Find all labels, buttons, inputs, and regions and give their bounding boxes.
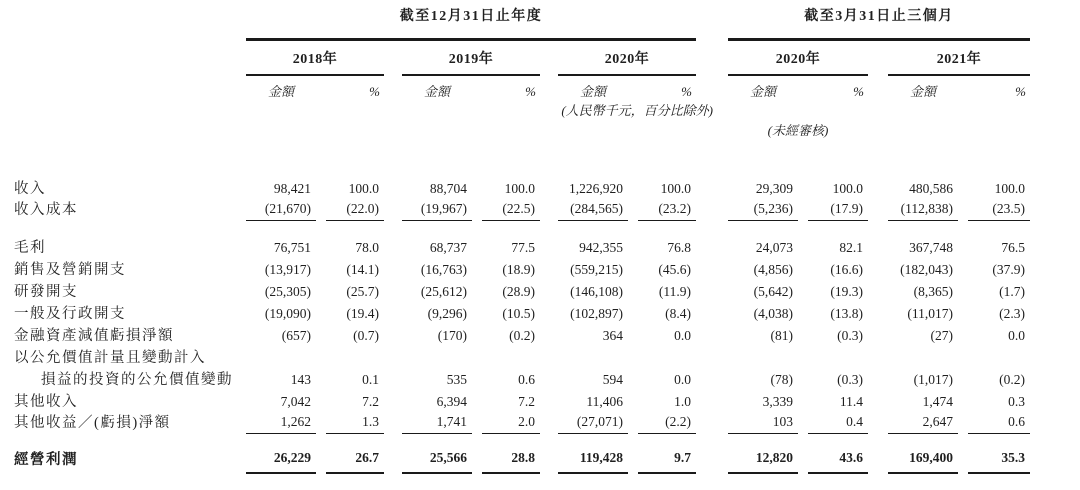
table-row [0,322,1080,344]
row-label: 損益的投資的公允價值變動 [41,372,233,388]
amount-cell: 12,820 [728,450,798,474]
percent-cell: (2.3) [999,306,1025,321]
table-row [0,388,1080,410]
amount-cell: (19,967) [402,201,472,221]
percent-cell: (18.9) [502,262,535,277]
percent-cell: (22.0) [326,201,384,221]
amount-cell: (112,838) [888,201,958,221]
percent-cell: 77.5 [511,240,535,255]
percent-cell: 0.6 [968,414,1030,434]
percent-cell: (17.9) [808,201,868,221]
group-header-annual: 截至12月31日止年度 [399,9,543,24]
percent-cell: 100.0 [348,181,379,196]
percent-cell: 0.1 [362,372,379,387]
amount-column-header: 金額 [579,84,606,99]
percent-cell: (0.2) [999,372,1025,387]
amount-cell: (146,108) [570,284,623,299]
row-label: 經營利潤 [14,452,78,468]
amount-cell: (11,017) [907,306,953,321]
percent-cell: 100.0 [994,181,1025,196]
unaudited-note-row [0,121,1080,141]
amount-cell: (4,856) [753,262,793,277]
percent-cell: 43.6 [808,450,868,474]
percent-cell: (23.5) [968,201,1030,221]
year-header: 2020年 [558,51,696,76]
row-label: 毛利 [14,240,46,256]
amount-cell: (182,043) [900,262,953,277]
quarter-group-rule [728,38,1030,41]
percent-cell: 82.1 [839,240,863,255]
amount-cell: 594 [602,372,623,387]
percent-cell: (37.9) [992,262,1025,277]
amount-cell: 11,406 [586,394,623,409]
amount-cell: 7,042 [280,394,311,409]
amount-column-header: 金額 [909,84,936,99]
currency-note-row [0,101,1080,121]
amount-cell: 480,586 [909,181,953,196]
amount-cell: (81) [770,328,793,343]
table-row [0,366,1080,388]
row-label: 金融資產減值虧損淨額 [14,328,174,344]
group-header-three-months: 截至3月31日止三個月 [804,9,954,24]
amount-cell: 103 [728,414,798,434]
percent-cell: 11.4 [839,394,863,409]
amount-cell: 367,748 [909,240,953,255]
percent-cell: (16.6) [830,262,863,277]
amount-cell: (5,642) [753,284,793,299]
currency-note: (人民幣千元，百分比除外) [561,103,713,118]
percent-cell: (28.9) [502,284,535,299]
amount-cell: (4,038) [753,306,793,321]
top-rule-row [0,38,1080,41]
amount-cell: (170) [437,328,467,343]
row-label: 一般及行政開支 [14,306,126,322]
percent-cell: (0.3) [837,328,863,343]
amount-column-header: 金額 [749,84,776,99]
percent-cell: 0.6 [518,372,535,387]
amount-cell: (27) [930,328,953,343]
amount-cell: (25,305) [264,284,311,299]
percent-cell: (19.3) [830,284,863,299]
amount-cell: (657) [281,328,311,343]
percent-cell: (0.3) [837,372,863,387]
percent-cell: (25.7) [346,284,379,299]
spacer-row [0,221,1080,234]
amount-cell: 535 [446,372,467,387]
percent-cell: 7.2 [362,394,379,409]
percent-cell: 100.0 [660,181,691,196]
row-label: 研發開支 [14,284,78,300]
year-header: 2019年 [402,51,540,76]
amount-cell: (16,763) [420,262,467,277]
year-header: 2020年 [728,51,868,76]
percent-column-header: % [525,84,536,99]
percent-cell: 0.4 [808,414,868,434]
percent-cell: 7.2 [518,394,535,409]
percent-column-header: % [681,84,692,99]
percent-cell: (19.4) [346,306,379,321]
percent-column-header: % [1015,84,1026,99]
percent-cell: 100.0 [832,181,863,196]
amount-cell: 1,474 [922,394,953,409]
amount-cell: (1,017) [913,372,953,387]
amount-cell: 24,073 [755,240,793,255]
amount-cell: (8,365) [913,284,953,299]
amount-cell: 1,226,920 [569,181,623,196]
annual-group-rule [246,38,696,41]
percent-cell: 100.0 [504,181,535,196]
group-header-row [0,0,1080,30]
amount-cell: 6,394 [436,394,467,409]
table-row [0,256,1080,278]
percent-cell: 2.0 [482,414,540,434]
amount-cell: (9,296) [427,306,467,321]
percent-cell: (8.4) [665,306,691,321]
percent-cell: (11.9) [658,284,691,299]
amount-cell: (559,215) [570,262,623,277]
percent-cell: 0.0 [674,372,691,387]
percent-cell: (10.5) [502,306,535,321]
unaudited-note: (未經審核) [767,123,829,138]
amount-cell: 169,400 [888,450,958,474]
amount-cell: 1,741 [402,414,472,434]
amount-cell: 76,751 [273,240,311,255]
percent-cell: 1.3 [326,414,384,434]
percent-cell: (14.1) [346,262,379,277]
amount-cell: (27,071) [558,414,628,434]
percent-cell: (13.8) [830,306,863,321]
amount-cell: 26,229 [246,450,316,474]
row-label: 以公允價值計量且變動計入 [14,350,206,366]
amount-cell: 88,704 [429,181,467,196]
amount-cell: (78) [770,372,793,387]
percent-cell: (2.2) [638,414,696,434]
amount-cell: (5,236) [728,201,798,221]
amount-cell: 3,339 [762,394,793,409]
percent-cell: 0.0 [674,328,691,343]
percent-cell: 35.3 [968,450,1030,474]
row-label: 其他收益／(虧損)淨額 [14,415,171,431]
percent-cell: 9.7 [638,450,696,474]
table-row [0,410,1080,434]
table-row [0,197,1080,221]
amount-cell: 68,737 [429,240,467,255]
amount-cell: 98,421 [273,181,311,196]
amount-cell: 2,647 [888,414,958,434]
amount-cell: 25,566 [402,450,472,474]
row-label: 銷售及營銷開支 [14,262,126,278]
amount-cell: 29,309 [755,181,793,196]
amount-cell: (21,670) [246,201,316,221]
amount-cell: (284,565) [558,201,628,221]
amount-cell: 942,355 [579,240,623,255]
table-row [0,278,1080,300]
table-row [0,300,1080,322]
percent-column-header: % [853,84,864,99]
percent-cell: 78.0 [355,240,379,255]
spacer-row [0,434,1080,447]
amount-cell: 1,262 [246,414,316,434]
table-row [0,175,1080,197]
percent-cell: 0.3 [1008,394,1025,409]
amount-column-header: 金額 [267,84,294,99]
percent-cell: 1.0 [674,394,691,409]
row-label: 收入成本 [14,202,78,218]
percent-cell: 76.5 [1001,240,1025,255]
percent-cell: 26.7 [326,450,384,474]
amount-cell: (13,917) [264,262,311,277]
table-row [0,234,1080,256]
percent-cell: (45.6) [658,262,691,277]
percent-cell: 76.8 [667,240,691,255]
amount-cell: 364 [602,328,623,343]
total-row [0,447,1080,474]
percent-cell: 0.0 [1008,328,1025,343]
year-header: 2021年 [888,51,1030,76]
amount-cell: (25,612) [420,284,467,299]
table-row [0,344,1080,366]
amount-cell: 143 [290,372,311,387]
amount-cell: 119,428 [558,450,628,474]
subcolumn-header-row [0,83,1080,101]
row-label: 收入 [14,181,46,197]
percent-cell: 28.8 [482,450,540,474]
year-header: 2018年 [246,51,384,76]
percent-cell: (23.2) [638,201,696,221]
amount-cell: (102,897) [570,306,623,321]
year-header-row [0,51,1080,76]
percent-cell: (0.7) [353,328,379,343]
percent-cell: (0.2) [509,328,535,343]
amount-column-header: 金額 [423,84,450,99]
amount-cell: (19,090) [264,306,311,321]
row-label: 其他收入 [14,394,78,410]
percent-column-header: % [369,84,380,99]
percent-cell: (22.5) [482,201,540,221]
table-body [0,175,1080,474]
percent-cell: (1.7) [999,284,1025,299]
